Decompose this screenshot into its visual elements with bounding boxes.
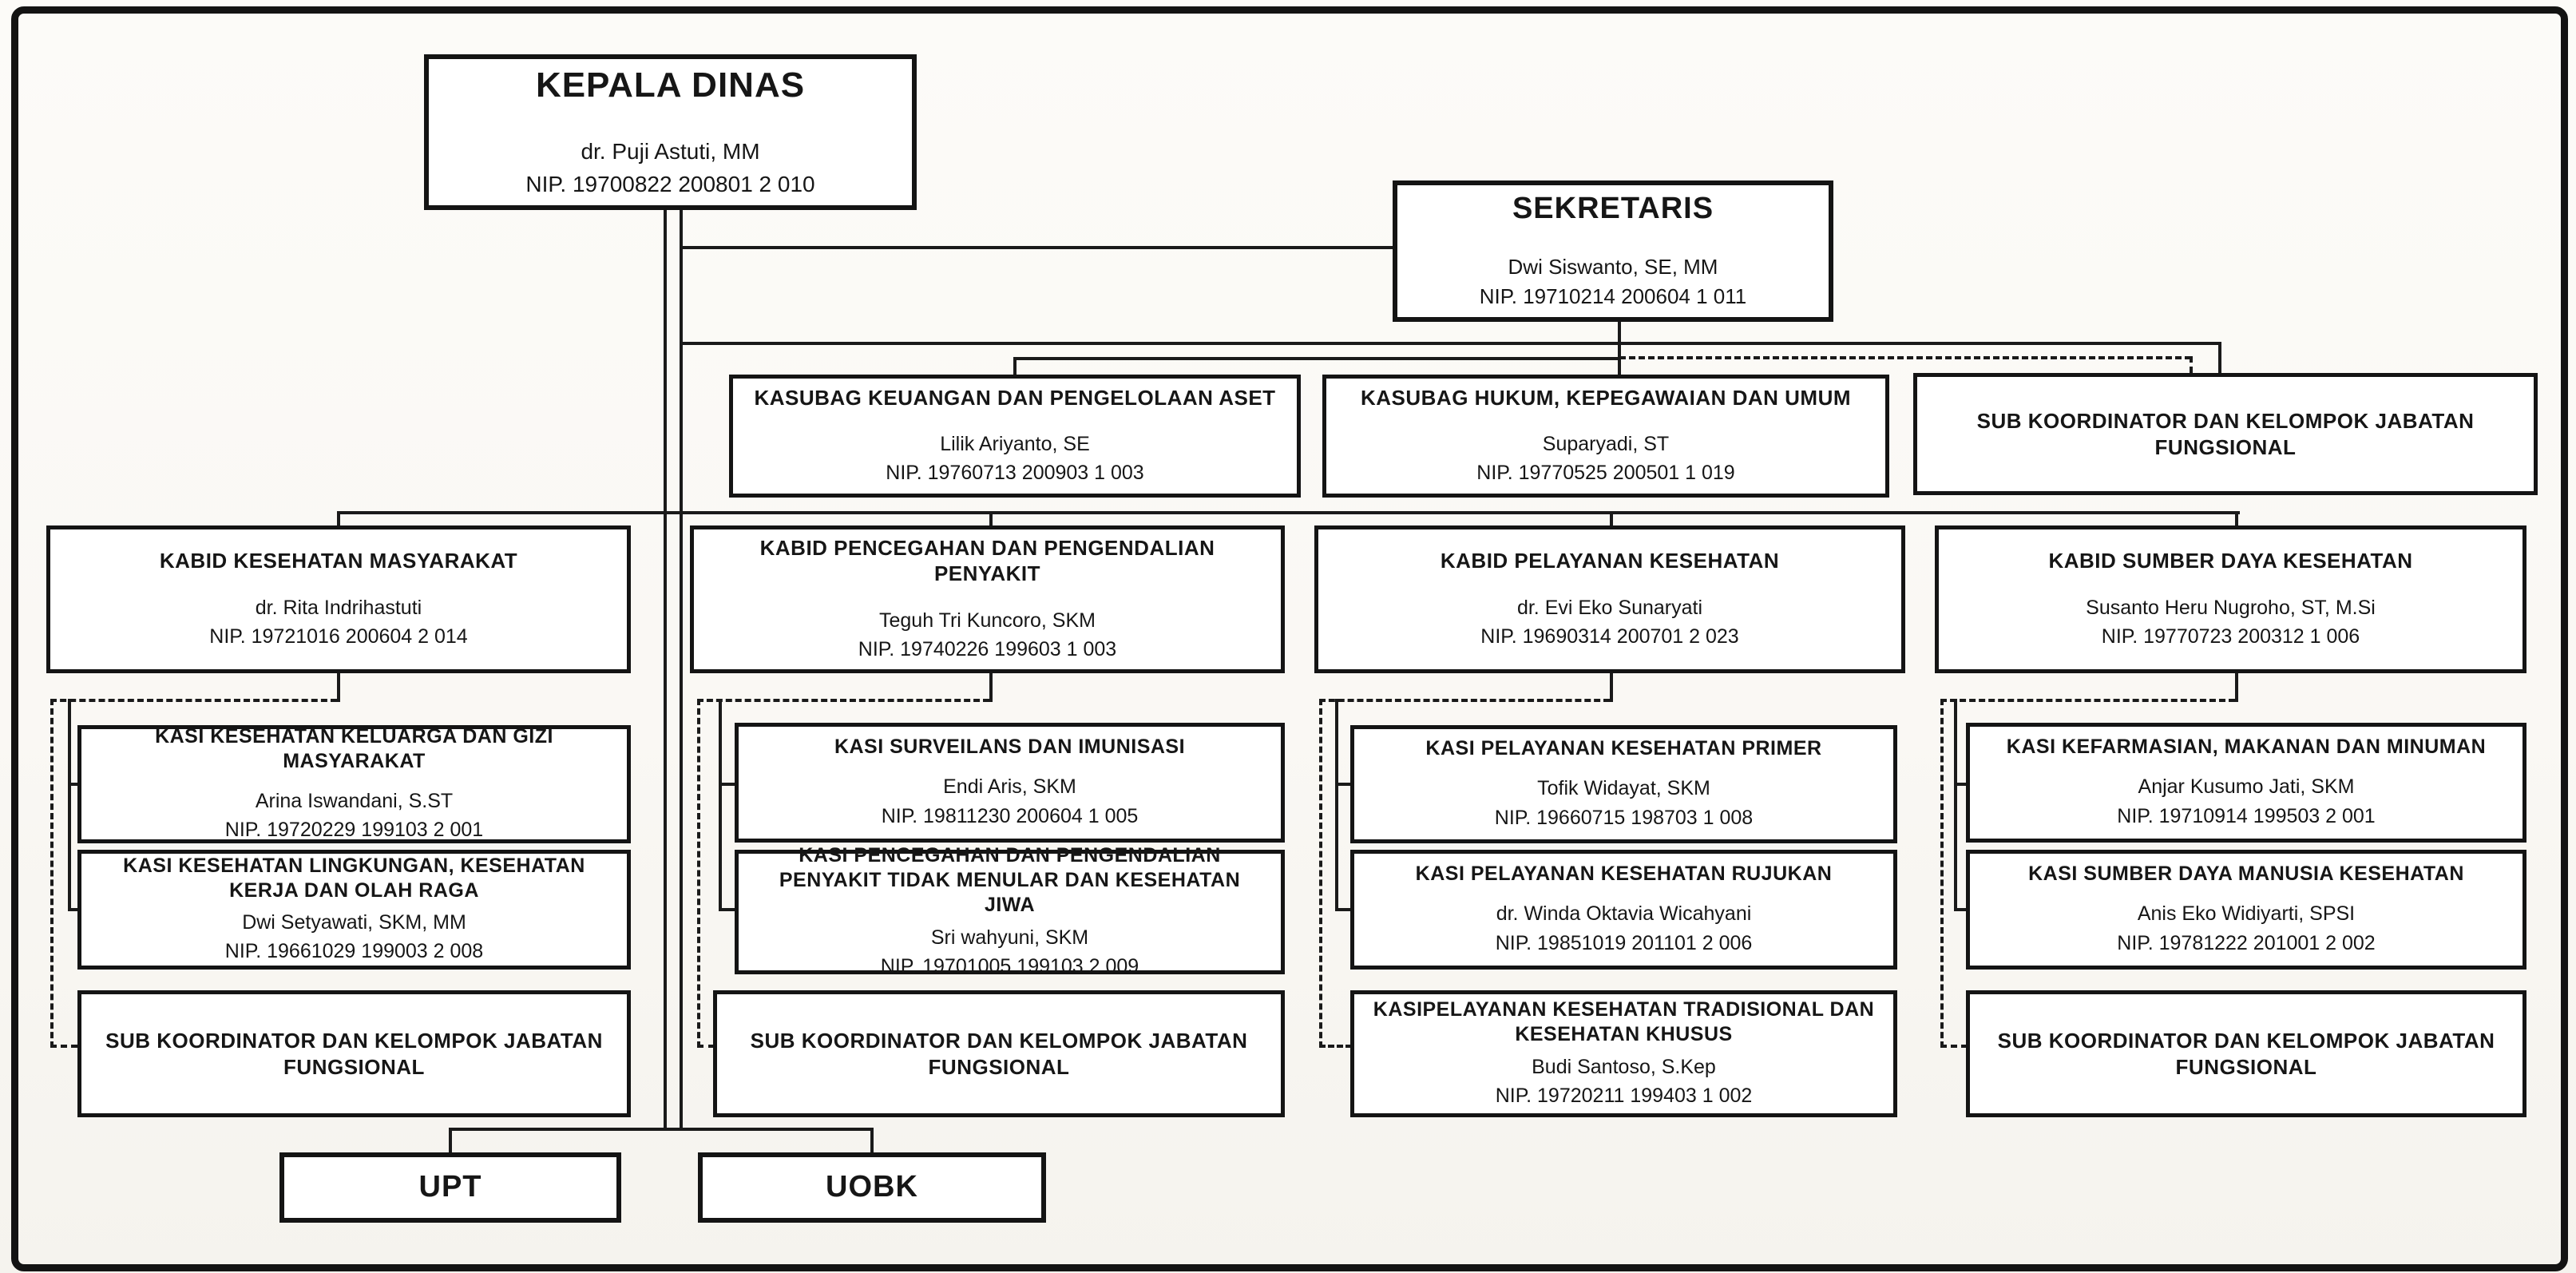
connector-sekretaris-link (681, 246, 1393, 249)
connector-col4-dash-bottom (1940, 1045, 1968, 1048)
node-title: KASI SURVEILANS DAN IMUNISASI (834, 736, 1186, 759)
node-title: UOBK (826, 1170, 918, 1204)
connector-col3-stem (1610, 673, 1613, 702)
node-person-name: dr. Puji Astuti, MM (581, 139, 760, 165)
connector-col2-stub2 (719, 908, 736, 911)
node-kasi-kesga-gizi (77, 725, 631, 843)
node-title: SUB KOORDINATOR DAN KELOMPOK JABATAN FUNGSIONAL (105, 1029, 603, 1079)
node-person-nip: NIP. 19770723 200312 1 006 (2101, 625, 2360, 648)
node-title: KASI SUMBER DAYA MANUSIA KESEHATAN (2028, 863, 2464, 886)
node-subkoordinator-p2p (713, 990, 1285, 1117)
connector-col3-dash-side (1319, 699, 1322, 1048)
node-person-nip: NIP. 19660715 198703 1 008 (1494, 806, 1754, 829)
node-title: SUB KOORDINATOR DAN KELOMPOK JABATAN FUNGSIONAL (1997, 1029, 2495, 1079)
connector-col2-dash-top (697, 699, 989, 702)
node-kasi-tradisional-khusus (1350, 990, 1897, 1117)
connector-topline-drop (2218, 342, 2221, 373)
node-upt (279, 1152, 621, 1223)
node-person-nip: NIP. 19720211 199403 1 002 (1495, 1084, 1753, 1107)
node-title: SUB KOORDINATOR DAN KELOMPOK JABATAN FUNGSIONAL (750, 1029, 1248, 1079)
connector-col2-rail (719, 699, 722, 911)
node-kabid-sumber-daya-kesehatan (1935, 525, 2526, 673)
node-title: KEPALA DINAS (535, 65, 806, 105)
node-person-name: Lilik Ariyanto, SE (940, 433, 1090, 455)
connector-uobk-drop (870, 1128, 874, 1154)
node-title: KASUBAG HUKUM, KEPEGAWAIAN DAN UMUM (1360, 385, 1852, 410)
node-title: KASI KESEHATAN KELUARGA DAN GIZI MASYARAKAT (155, 724, 553, 772)
connector-col1-dash-side (50, 699, 54, 1048)
node-subkoordinator-sekretariat (1913, 373, 2538, 495)
connector-topline (681, 342, 2221, 345)
node-kasi-kesling-kesjaor (77, 850, 631, 970)
node-kasi-surveilans-imunisasi (735, 723, 1285, 843)
node-person-name: Endi Aris, SKM (943, 775, 1076, 799)
connector-kabid-line (337, 511, 2240, 514)
node-uobk (698, 1152, 1046, 1223)
node-person-name: Susanto Heru Nugroho, ST, M.Si (2086, 596, 2376, 619)
node-kasi-pelayanan-primer (1350, 725, 1897, 843)
node-kasi-sdm-kesehatan (1966, 850, 2526, 970)
connector-col4-stem (2235, 673, 2238, 702)
node-person-nip: NIP. 19851019 201101 2 006 (1495, 931, 1753, 954)
connector-col4-dash-side (1940, 699, 1944, 1048)
connector-col1-dash-bottom (50, 1045, 77, 1048)
connector-col1-rail (68, 699, 71, 911)
node-subkoordinator-sdk (1966, 990, 2526, 1117)
node-person-nip: NIP. 19720229 199103 2 001 (224, 819, 484, 842)
node-person-nip: NIP. 19661029 199003 2 008 (224, 940, 484, 963)
connector-sekretaris-drop (1618, 322, 1621, 378)
connector-col1-stem (337, 673, 340, 702)
node-title: SEKRETARIS (1512, 192, 1714, 226)
connector-col1-dash-top (50, 699, 337, 702)
node-person-name: dr. Winda Oktavia Wicahyani (1496, 902, 1752, 926)
node-person-nip: NIP. 19721016 200604 2 014 (209, 625, 468, 648)
connector-col3-dash-bottom (1319, 1045, 1352, 1048)
connector-kasubag-branch (1013, 357, 1619, 360)
node-title: KASI PENCEGAHAN DAN PENGENDALIAN PENYAKIT TIDAK MENULAR DAN KESEHATAN JIWA (779, 843, 1241, 917)
node-title: KASI PELAYANAN KESEHATAN RUJUKAN (1415, 863, 1833, 886)
node-title: KABID SUMBER DAYA KESEHATAN (2048, 549, 2413, 573)
connector-upt-drop (449, 1128, 452, 1154)
node-person-nip: NIP. 19690314 200701 2 023 (1480, 625, 1739, 648)
connector-col3-stub2 (1335, 908, 1352, 911)
connector-dashed-sekretariat-h (1619, 356, 2191, 359)
node-kabid-kesehatan-masyarakat (46, 525, 631, 673)
node-kabid-pelayanan-kesehatan (1314, 525, 1905, 673)
connector-col2-stub1 (719, 783, 736, 786)
node-person-nip: NIP. 19710214 200604 1 011 (1479, 284, 1747, 309)
node-kasi-pelayanan-rujukan (1350, 850, 1897, 970)
node-title: UPT (418, 1170, 482, 1204)
node-person-name: Teguh Tri Kuncoro, SKM (879, 609, 1096, 632)
connector-trunk-left (664, 210, 667, 1130)
connector-col3-dash-top (1319, 699, 1610, 702)
node-person-name: Budi Santoso, S.Kep (1532, 1055, 1716, 1078)
node-person-name: Suparyadi, ST (1542, 433, 1670, 455)
connector-upt-uobk-line (449, 1128, 874, 1131)
node-subkoordinator-kesmas (77, 990, 631, 1117)
node-person-nip: NIP. 19811230 200604 1 005 (881, 804, 1139, 827)
node-person-name: Dwi Siswanto, SE, MM (1508, 254, 1718, 279)
node-title: KASIPELAYANAN KESEHATAN TRADISIONAL DAN KESEHATAN KHUSUS (1373, 998, 1875, 1046)
node-title: KABID PENCEGAHAN DAN PENGENDALIAN PENYAKIT (759, 535, 1215, 586)
node-person-name: Anjar Kusumo Jati, SKM (2138, 775, 2355, 799)
node-kasi-kefarmasian (1966, 723, 2526, 843)
connector-dashed-sekretariat-v (2190, 356, 2193, 373)
node-kasi-ptm-keswa (735, 843, 1285, 978)
node-person-name: Dwi Setyawati, SKM, MM (242, 911, 466, 934)
node-kasubag-hukum (1322, 375, 1889, 498)
node-person-nip: NIP. 19710914 199503 2 001 (2117, 804, 2376, 827)
node-person-name: Sri wahyuni, SKM (930, 926, 1089, 949)
node-sekretaris (1393, 180, 1833, 322)
node-person-nip: NIP. 19701005 199103 2 009 (880, 954, 1139, 978)
node-title: KABID KESEHATAN MASYARAKAT (159, 549, 518, 573)
node-person-name: dr. Evi Eko Sunaryati (1516, 596, 1703, 619)
node-person-nip: NIP. 19760713 200903 1 003 (886, 462, 1144, 485)
connector-col3-stub1 (1335, 783, 1352, 786)
connector-trunk-right (680, 210, 683, 1130)
node-person-name: Tofik Widayat, SKM (1537, 777, 1710, 800)
node-kepala-dinas (424, 54, 917, 210)
connector-col3-rail (1335, 699, 1338, 911)
connector-col2-dash-bottom (697, 1045, 715, 1048)
node-kabid-pencegahan-pengendalian-penyakit (690, 525, 1285, 673)
node-kasubag-keuangan (729, 375, 1301, 498)
node-title: KASI PELAYANAN KESEHATAN PRIMER (1425, 737, 1822, 760)
connector-col4-rail (1954, 699, 1957, 911)
node-title: KABID PELAYANAN KESEHATAN (1440, 549, 1780, 573)
node-person-name: Arina Iswandani, S.ST (255, 790, 454, 812)
connector-col2-dash-side (697, 699, 700, 1048)
node-person-nip: NIP. 19770525 200501 1 019 (1476, 462, 1735, 485)
node-person-nip: NIP. 19781222 201001 2 002 (2117, 931, 2376, 954)
node-title: KASI KESEHATAN LINGKUNGAN, KESEHATAN KERJA DAN OLAH RAGA (123, 854, 585, 902)
connector-col2-stem (989, 673, 993, 702)
node-title: KASUBAG KEUANGAN DAN PENGELOLAAN ASET (754, 385, 1276, 410)
node-title: KASI KEFARMASIAN, MAKANAN DAN MINUMAN (2006, 736, 2487, 759)
node-title: SUB KOORDINATOR DAN KELOMPOK JABATAN FUNGSIONAL (1976, 409, 2475, 459)
node-person-name: Anis Eko Widiyarti, SPSI (2137, 902, 2356, 926)
node-person-nip: NIP. 19700822 200801 2 010 (525, 172, 815, 196)
connector-col4-dash-top (1940, 699, 2235, 702)
node-person-name: dr. Rita Indrihastuti (255, 596, 422, 619)
node-person-nip: NIP. 19740226 199603 1 003 (858, 638, 1117, 660)
